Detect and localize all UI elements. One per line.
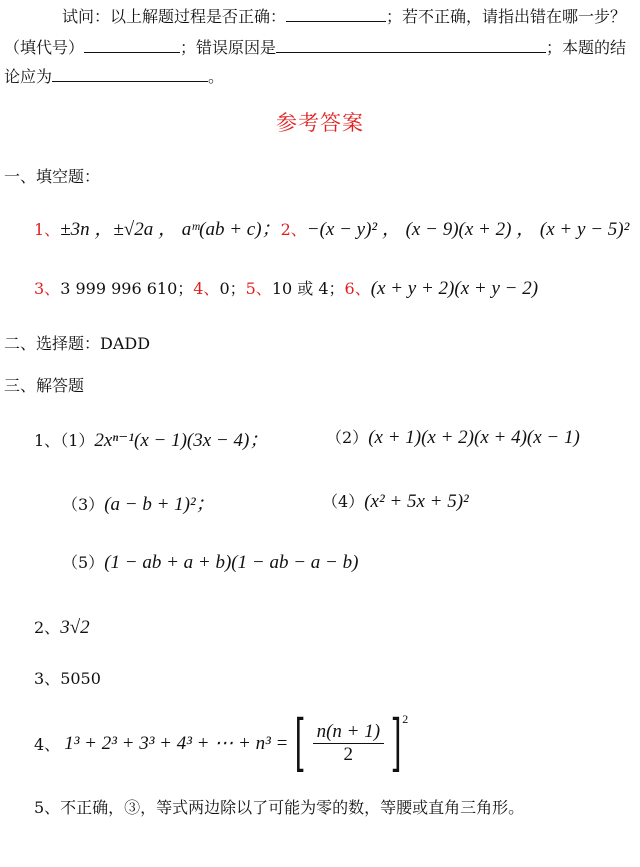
q1-part-2 (326, 425, 580, 449)
q4-numerator: n(n + 1) (313, 721, 384, 744)
q4-row (34, 706, 409, 779)
q1-part-1 (34, 425, 268, 452)
item-6-label: 6、 (344, 279, 371, 298)
q1-p3-answer: (a − b + 1)²； (104, 494, 215, 515)
item-3-label: 3、 (34, 279, 61, 298)
right-bracket-glyph: ] (390, 706, 402, 779)
q2-row (34, 615, 90, 639)
q1-part-3 (62, 489, 215, 516)
q1-p3-label: （3） (62, 495, 105, 514)
item-5-answer: 10 或 4； (271, 279, 345, 298)
question-text-1a: 试问：以上解题过程是否正确： (62, 7, 287, 26)
q4-lhs: 1³ + 2³ + 3³ + 4³ + ⋯ + n³ = (64, 732, 289, 754)
q1-label: 1、 (34, 431, 61, 450)
q1-p5-label: （5） (62, 553, 105, 572)
q5-row: 5、不正确，③，等式两边除以了可能为零的数，等腰或直角三角形。 (34, 798, 525, 817)
answers-title: 参考答案 (276, 111, 364, 135)
q1-p2-answer: (x + 1)(x + 2)(x + 4)(x − 1) (368, 427, 580, 448)
q1-p4-label: （4） (322, 492, 365, 511)
question-text-2b: ；错误原因是 (180, 38, 277, 57)
answer-blank-4 (52, 67, 208, 82)
q3-row (34, 666, 101, 689)
fill-row-1 (34, 214, 629, 241)
question-text-2a: （填代号） (4, 38, 85, 57)
question-text-2c: ；本题的结 (546, 38, 627, 57)
item-4-label: 4、 (193, 279, 220, 298)
item-1-answer: ±3n ，±√2a ， aᵐ(ab + c)； (60, 219, 281, 240)
q1-p4-answer: (x² + 5x + 5)² (364, 491, 469, 512)
item-5-label: 5、 (245, 279, 272, 298)
left-bracket-glyph: [ (295, 706, 306, 779)
q4-exponent: 2 (402, 712, 409, 726)
item-1-label: 1、 (34, 220, 61, 239)
q1-p1-label: （1） (60, 431, 95, 450)
section-2-heading: 二、选择题：DADD (4, 334, 151, 353)
q1-part-5 (62, 550, 358, 574)
q4-denominator: 2 (343, 743, 354, 765)
q2-answer: 3√2 (60, 617, 90, 638)
answer-blank-3 (276, 38, 546, 53)
fill-row-2 (34, 276, 538, 300)
item-2-answer: −(x − y)² ， (x − 9)(x + 2) ， (x + y − 5)² (306, 219, 630, 240)
q2-label: 2、 (34, 618, 61, 637)
q1-p5-answer: (1 − ab + a + b)(1 − ab − a − b) (104, 552, 359, 573)
q1-part-4 (322, 489, 469, 513)
q1-p1-answer: 2xⁿ⁻¹(x − 1)(3x − 4)； (94, 430, 269, 451)
question-line-1 (62, 4, 626, 27)
q3-label: 3、 (34, 669, 61, 688)
question-text-3b: 。 (208, 67, 225, 86)
q4-label: 4、 (34, 734, 61, 754)
question-text-3a: 论应为 (4, 67, 53, 86)
answer-blank-1 (286, 7, 386, 22)
section-1-heading: 一、填空题： (4, 167, 101, 186)
q4-fraction (313, 721, 384, 766)
question-line-2 (4, 35, 626, 58)
item-6-answer: (x + y + 2)(x + y − 2) (370, 278, 539, 299)
section-3-heading: 三、解答题 (4, 376, 85, 395)
q1-p2-label: （2） (326, 428, 369, 447)
question-line-3 (4, 64, 224, 87)
item-4-answer: 0； (219, 279, 246, 298)
answer-blank-2 (84, 38, 180, 53)
q3-answer: 5050 (60, 669, 101, 688)
item-2-label: 2、 (280, 220, 307, 239)
item-3-answer: 3 999 996 610； (60, 279, 194, 298)
question-text-1b: ；若不正确，请指出错在哪一步？ (386, 7, 627, 26)
